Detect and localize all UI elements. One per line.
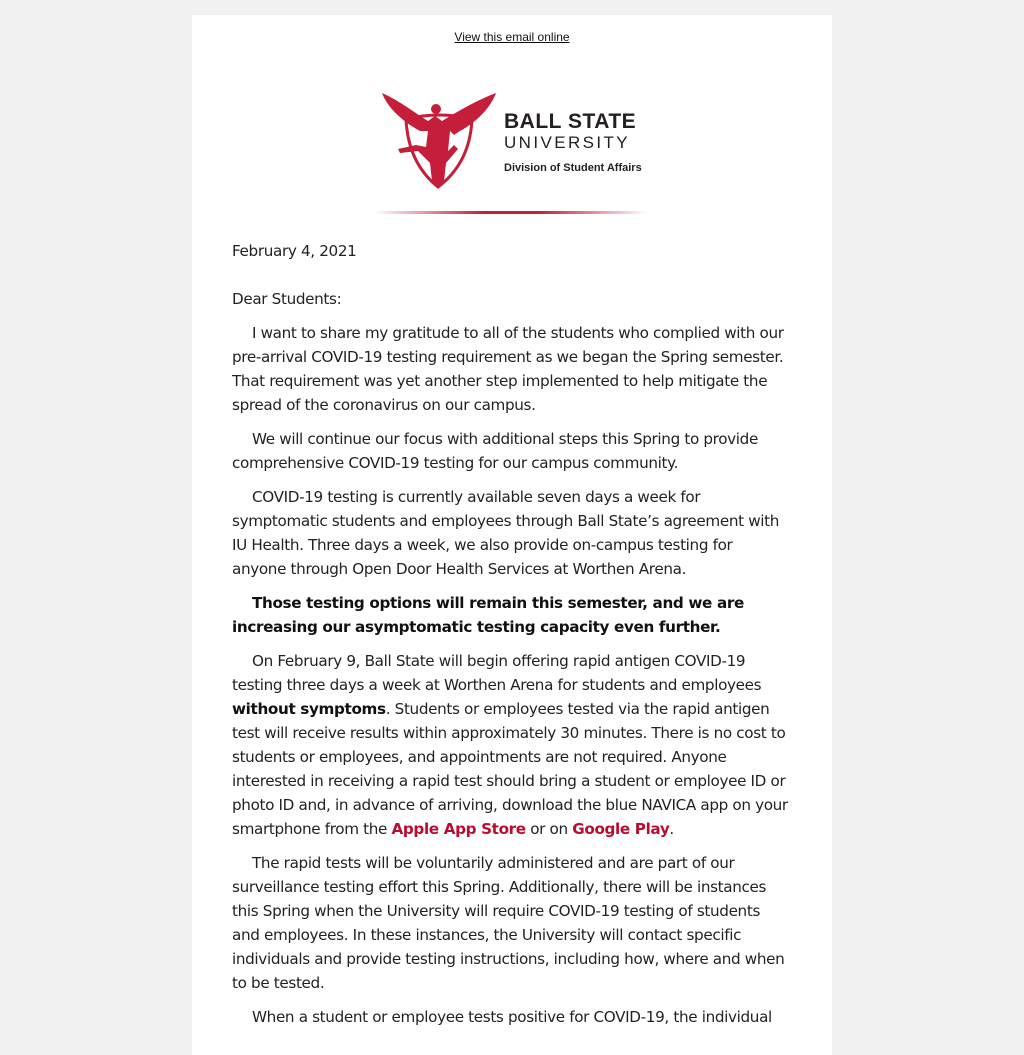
paragraph-6: The rapid tests will be voluntarily administered and are part of our surveillance testing effort this Spring. Additionally, there will be instances this Spring when the University will require COVID-19 testing of students and employees. In these instances, the University will contact specific individuals and provide testing instructions, including how, where and when to be tested. [232,854,785,992]
view-email-online-link[interactable]: View this email online [454,30,570,44]
p5-text-b: . Students or employees tested via the rapid antigen test will receive results within approximately 30 minutes. There is no cost to students or employees, and appointments are not required. Anyone interested in receiving a rapid test should bring a student or employee ID or photo ID and, in advance of arriving, download the blue NAVICA app on your smartphone from the [232,700,788,838]
salutation: Dear Students: [232,290,342,308]
paragraph-3: COVID-19 testing is currently available seven days a week for symptomatic students and employees through Ball State’s agreement with IU Health. Three days a week, we also provide on-campus testing for anyone through Open Door Health Services at Worthen Arena. [232,488,780,578]
view-online-bar [192,30,832,44]
ball-state-logo [380,91,660,191]
apple-app-store-link[interactable]: Apple App Store [391,820,526,838]
paragraph-7: When a student or employee tests positive for COVID-19, the individual [252,1008,772,1026]
google-play-link[interactable]: Google Play [572,820,670,838]
university-wordmark [504,111,642,175]
paragraph-2: We will continue our focus with additional steps this Spring to provide comprehensive COVID-19 testing for our campus community. [232,430,758,472]
paragraph-1: I want to share my gratitude to all of the students who complied with our pre-arrival COVID-19 testing requirement as we began the Spring semester. That requirement was yet another step implemented to help mitigate the spread of the coronavirus on our campus. [232,324,784,414]
email-container [192,15,832,1055]
letter-date: February 4, 2021 [232,242,357,260]
email-body [232,239,790,1039]
wordmark-line-1: BALL STATE [504,110,637,133]
cardinal-shield-icon [380,91,500,191]
p5-text-d: . [669,820,674,838]
p5-text-a: On February 9, Ball State will begin offering rapid antigen COVID-19 testing three days a week at Worthen Arena for students and employees [232,652,762,694]
without-symptoms-emphasis: without symptoms [232,700,386,718]
bold-announcement: Those testing options will remain this semester, and we are increasing our asymptomatic testing capacity even further. [232,594,744,636]
wordmark-line-2: UNIVERSITY [504,133,631,152]
paragraph-5 [232,649,790,841]
header-divider [374,211,648,214]
p5-text-c: or on [525,820,573,838]
paragraph-4 [232,591,790,639]
division-name: Division of Student Affairs [504,162,642,174]
